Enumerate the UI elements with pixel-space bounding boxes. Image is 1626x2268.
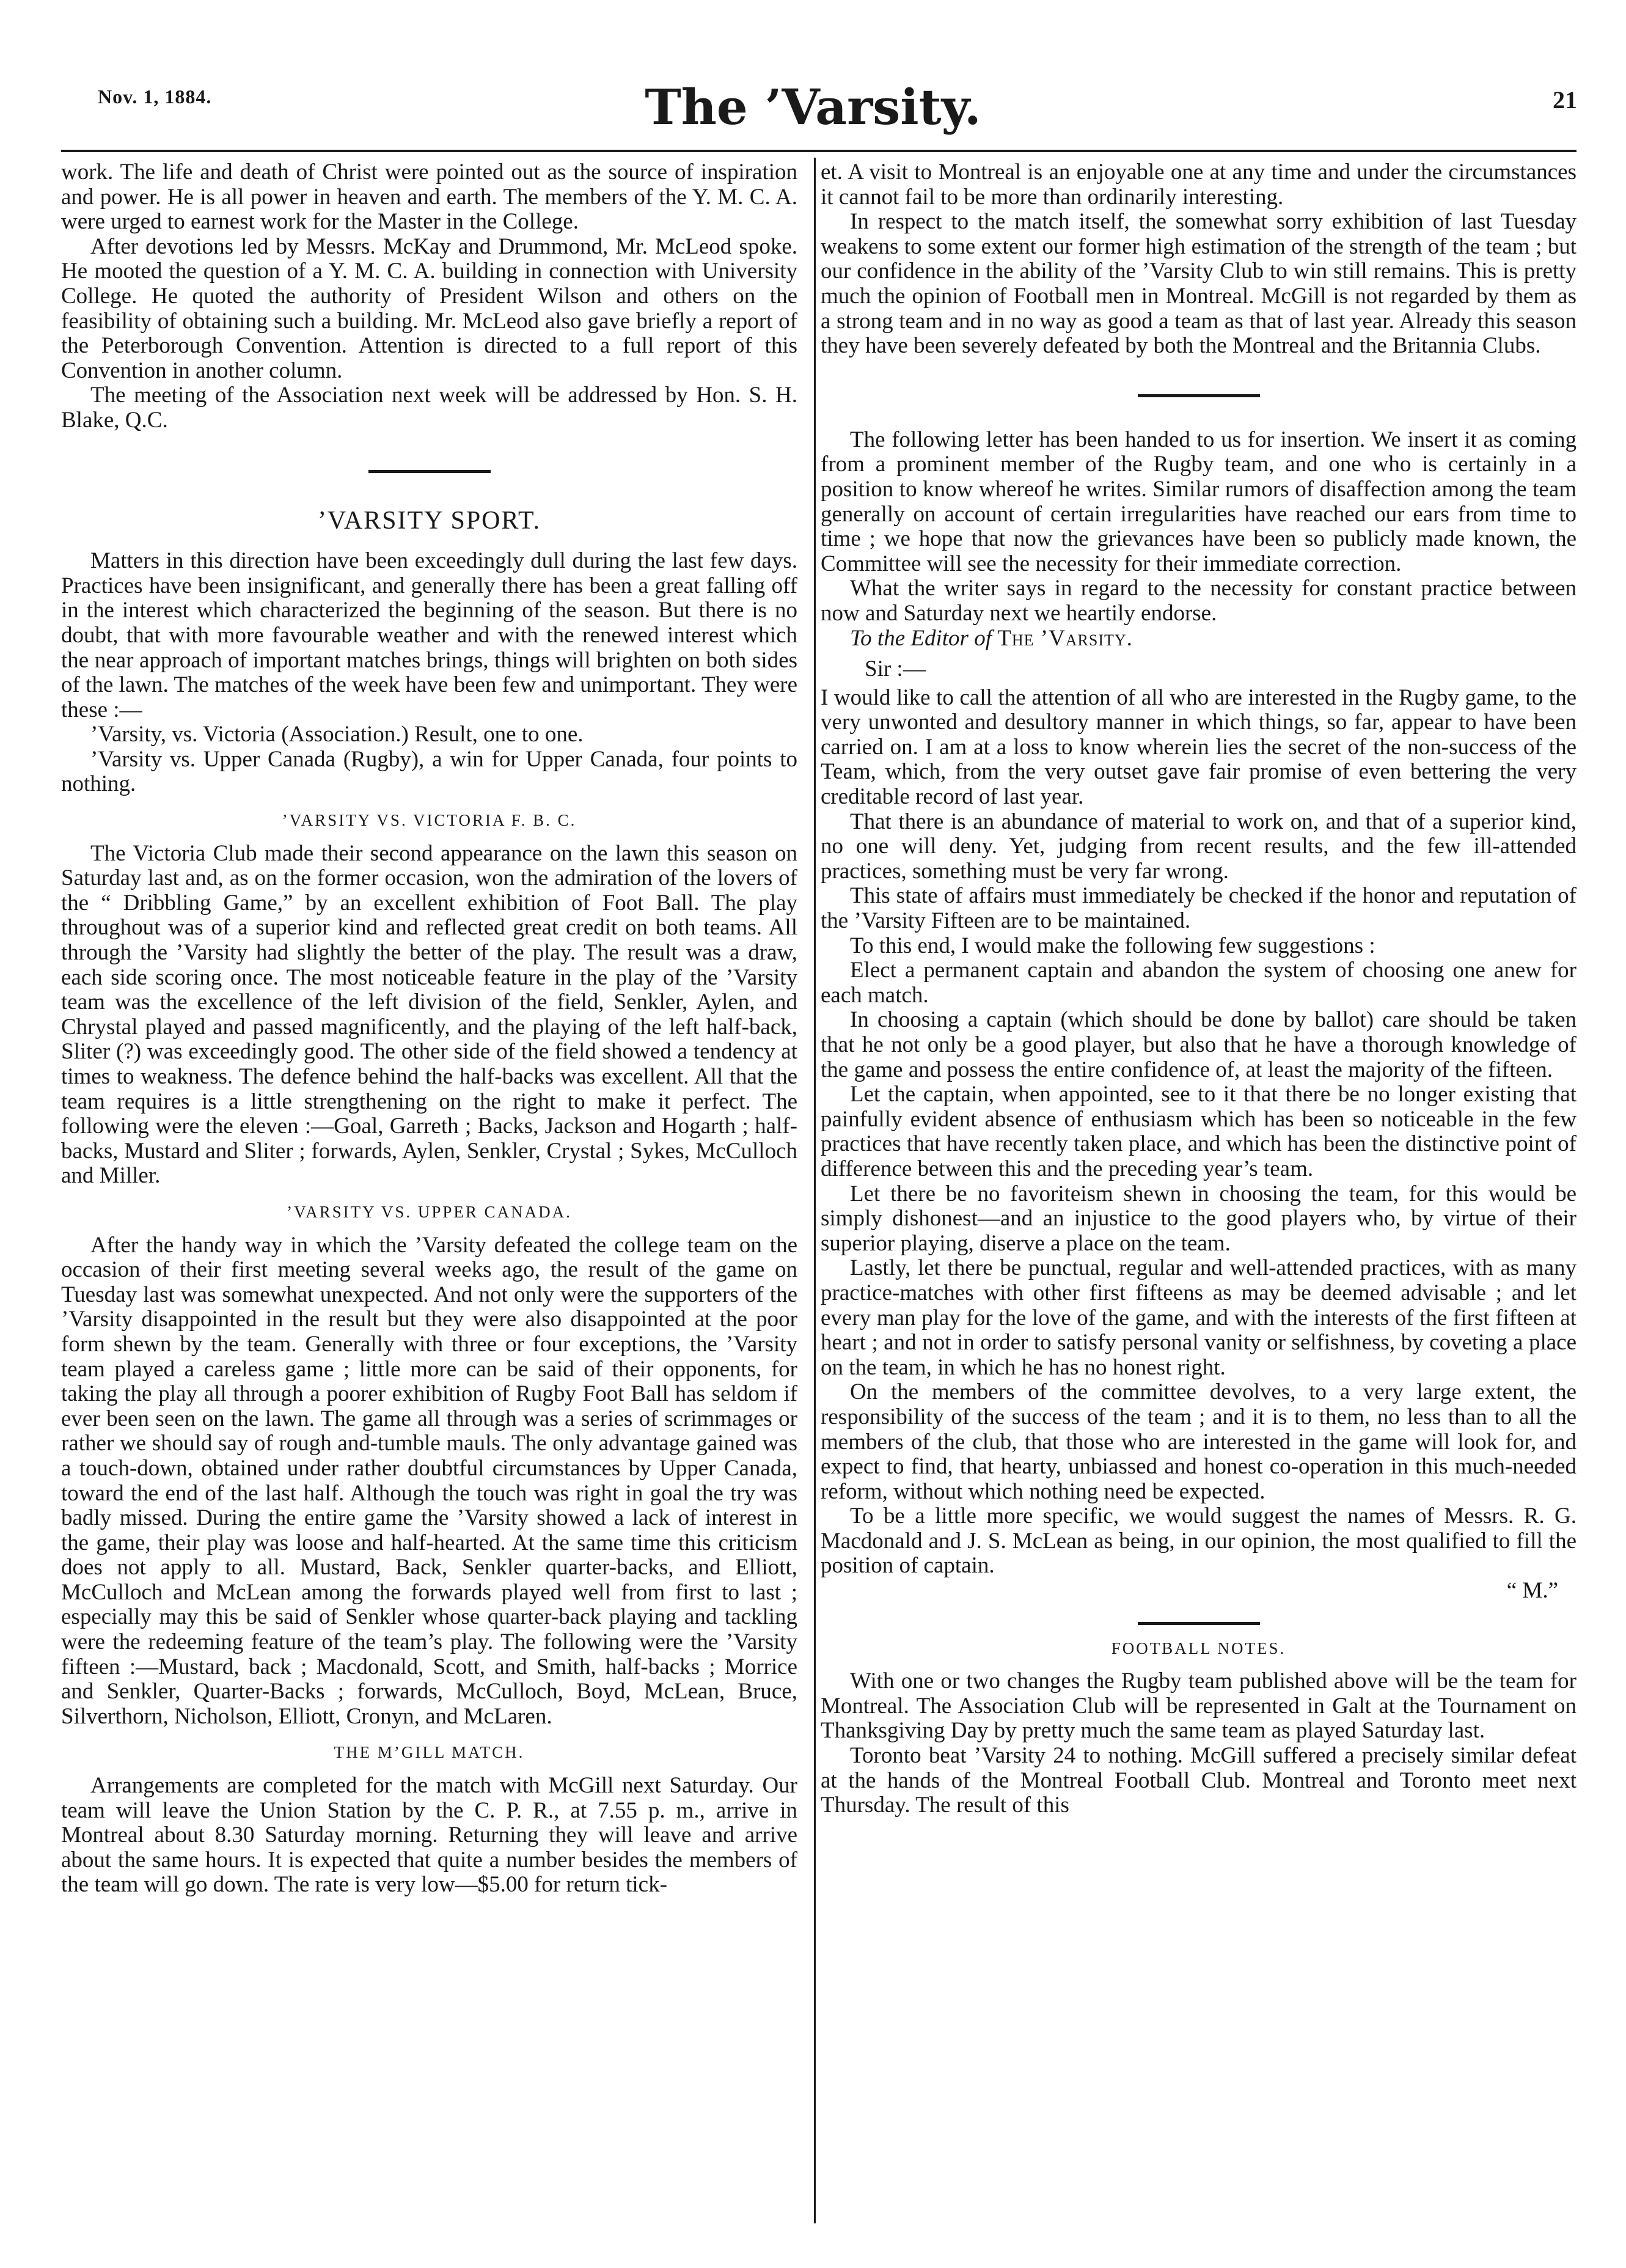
paragraph: Toronto beat ’Varsity 24 to nothing. McGill suffered a precisely similar defeat at the hands of the Montreal Football Club. Montreal and Toronto meet next Thursday. The result of this [821,1743,1577,1818]
letter-salutation: Sir :— [865,656,926,682]
paragraph: et. A visit to Montreal is an enjoyable one at any time and under the circumstances it cannot fail to be more than ordinarily interesting. [821,160,1577,210]
paragraph: The Victoria Club made their second appearance on the lawn this season on Saturday last and, as on the former occasion, won the admiration of the lovers of the “ Dribbling Game,” by an excellent exhibition of Foot Ball. The play throughout was of a superior kind and reflected great credit on both teams. All through the ’Varsity had slightly the better of the play. The result was a draw, each side scoring once. The most noticeable feature in the play of the ’Varsity team was the excellence of the left division of the field, Senkler, Aylen, and Chrystal played and passed magnificently, and the playing of the left half-back, Sliter (?) was exceedingly good. The other side of the field showed a tendency at times to weakness. The defence behind the half-backs was excellent. All that the team requires is a little strengthening on the right to make it perfect. The following were the eleven :—Goal, Garreth ; Backs, Jackson and Hogarth ; half-backs, Mustard and Sliter ; forwards, Aylen, Senkler, Crystal ; Sykes, McCulloch and Miller. [61,840,797,1189]
subheading-victoria: ’VARSITY VS. VICTORIA F. B. C. [282,811,577,830]
section-divider [1138,394,1260,397]
section-heading-varsity-sport: ’VARSITY SPORT. [317,506,541,535]
paragraph: After devotions led by Messrs. McKay and Drummond, Mr. McLeod spoke. He mooted the question of a Y. M. C. A. building in connection with University College. He quoted the authority of President Wilson and others on the feasibility of obtaining such a building. Mr. McLeod also gave briefly a report of the Peterborough Convention. Attention is directed to a full report of this Convention in another column. [61,233,797,383]
paragraph: With one or two changes the Rugby team published above will be the team for Montreal. The Association Club will be represented in Galt at the Tournament on Thanksgiving Day by pretty much the same team as played Saturday last. [821,1668,1577,1744]
section-divider [368,470,491,473]
paragraph: In respect to the match itself, the somewhat sorry exhibition of last Tuesday weakens to some extent our former high estimation of the strength of the team ; but our confidence in the ability of the ’Varsity Club to win still remains. This is pretty much the opinion of Football men in Montreal. McGill is not regarded by them as a strong team and in no way as good a team as that of last year. Already this season they have been severely defeated by both the Montreal and the Britannia Clubs. [821,209,1577,359]
paragraph: Arrangements are completed for the match with McGill next Saturday. Our team will leave the Union Station by the C. P. R., at 7.55 p. m., arrive in Montreal about 8.30 Saturday morning. Returning they will leave and arrive about the same hours. It is expected that quite a number besides the members of the team will go down. The rate is very low—$5.00 for return tick- [61,1773,797,1898]
paragraph: To this end, I would make the following few suggestions : [850,933,1375,958]
subheading-upper-canada: ’VARSITY VS. UPPER CANADA. [287,1202,572,1221]
paragraph: Matters in this direction have been exceedingly dull during the last few days. Practices have been insignificant, and generally there has been a great falling off in the interest which characterized the beginning of the season. But there is no doubt, that with more favourable weather and with the renewed interest which the near approach of important matches brings, things will brighten on both sides of the lawn. The matches of the week have been few and unimportant. They were these :— [61,548,797,722]
paragraph: Lastly, let there be punctual, regular and well-attended practices, with as many practice-matches with other first fifteens as may be deemed advisable ; and let every man play for the love of the game, and with the interests of the first fifteen at heart ; and not in order to satisfy personal vanity or selfishness, by coveting a place on the team, in which he has no honest right. [821,1255,1577,1380]
paragraph: What the writer says in regard to the necessity for constant practice between now and Saturday next we heartily endorse. [821,576,1577,626]
letter-signature: “ M.” [1506,1578,1558,1604]
header-rule [61,150,1577,152]
paragraph: To be a little more specific, we would suggest the names of Messrs. R. G. Macdonald and J. S. McLean as being, in our opinion, the most qualified to fill the position of captain. [821,1503,1577,1579]
paragraph: work. The life and death of Christ were pointed out as the source of inspiration and power. He is all power in heaven and earth. The members of the Y. M. C. A. were urged to earnest work for the Master in the College. [61,160,797,235]
paragraph: This state of affairs must immediately be checked if the honor and reputation of the ’Varsity Fifteen are to be maintained. [821,883,1577,934]
subheading-mcgill-match: THE M’GILL MATCH. [334,1743,525,1762]
paragraph: I would like to call the attention of all who are interested in the Rugby game, to the very unwonted and desultory manner in which things, so far, appear to have been carried on. I am at a loss to know wherein lies the secret of the non-success of the Team, which, from the very outset gave fair promise of even bettering the very creditable record of last year. [821,684,1577,810]
letter-address-publication: The ’Varsity. [997,625,1133,651]
paragraph: In choosing a captain (which should be done by ballot) care should be taken that he not only be a good player, but also that he have a thorough knowledge of the game and possess the entire confidence of, at least the majority of the fifteen. [821,1007,1577,1082]
paragraph: Let the captain, when appointed, see to it that there be no longer existing that painfully evident absence of enthusiasm which has been so noticeable in the few practices that have recently taken place, and which has been the distinctive point of difference between this and the preceding year’s team. [821,1082,1577,1181]
masthead-title: The ’Varsity. [645,78,981,136]
page-number: 21 [1553,86,1577,114]
paragraph: On the members of the committee devolves, to a very large extent, the responsibility of the success of the team ; and it is to them, no less than to all the members of the club, that those who are interested in the game will look for, and expect to find, that hearty, unbiassed and honest co-operation in this much-needed reform, without which nothing need be expected. [821,1379,1577,1504]
paragraph: The following letter has been handed to us for insertion. We insert it as coming from a prominent member of the Rugby team, and one who is certainly in a position to know whereof he writes. Similar rumors of disaffection among the team generally on account of certain irregularities have reached our ears from time to time ; we hope that now the grievances have been so publicly made known, the Committee will see the necessity for their immediate correction. [821,427,1577,576]
subheading-football-notes: FOOTBALL NOTES. [1111,1639,1286,1657]
paragraph: The meeting of the Association next week will be addressed by Hon. S. H. Blake, Q.C. [61,383,797,433]
paragraph: ’Varsity, vs. Victoria (Association.) Result, one to one. [90,722,584,747]
issue-date: Nov. 1, 1884. [98,86,212,108]
right-column [821,160,1577,1818]
letter-address-prefix: To the Editor of [850,625,992,651]
paragraph: Elect a permanent captain and abandon the system of choosing one anew for each match. [821,958,1577,1008]
paragraph: Let there be no favoriteism shewn in choosing the team, for this would be simply dishonest—and an injustice to the good players who, by virtue of their superior playing, diserve a place on the team. [821,1181,1577,1256]
left-column [61,160,797,1898]
section-divider [1138,1622,1260,1625]
paragraph: That there is an abundance of material to work on, and that of a superior kind, no one will deny. Yet, judging from recent results, and the few ill-attended practices, something must be very far wrong. [821,809,1577,884]
paragraph: ’Varsity vs. Upper Canada (Rugby), a win for Upper Canada, four points to nothing. [61,746,797,797]
letter-address [821,626,1577,651]
paragraph: After the handy way in which the ’Varsity defeated the college team on the occasion of their first meeting several weeks ago, the result of the game on Tuesday last was somewhat unexpected. And not only were the supporters of the ’Varsity disappointed in the result but they were also disappointed at the poor form shewn by the team. Generally with three or four exceptions, the ’Varsity team played a careless game ; little more can be said of their opponents, for taking the play all through a poorer exhibition of Rugby Foot Ball has seldom if ever been seen on the lawn. The game all through was a series of scrimmages or rather we should say of rough and-tumble mauls. The only advantage gained was a touch-down, obtained under rather doubtful circumstances by Upper Canada, toward the end of the last half. Although the touch was right in goal the try was badly missed. During the entire game the ’Varsity showed a lack of interest in the game, their play was loose and half-hearted. At the same time this criticism does not apply to all. Mustard, Back, Senkler quarter-backs, and Elliott, McCulloch and McLean among the forwards played well from first to last ; especially may this be said of Senkler whose quarter-back playing and tackling were the redeeming feature of the team’s play. The following were the ’Varsity fifteen :—Mustard, back ; Macdonald, Scott, and Smith, half-backs ; Morrice and Senkler, Quarter-Backs ; forwards, McCulloch, Boyd, McLean, Bruce, Silverthorn, Nicholson, Elliott, Cronyn, and McLaren. [61,1232,797,1729]
column-divider [814,158,816,2223]
